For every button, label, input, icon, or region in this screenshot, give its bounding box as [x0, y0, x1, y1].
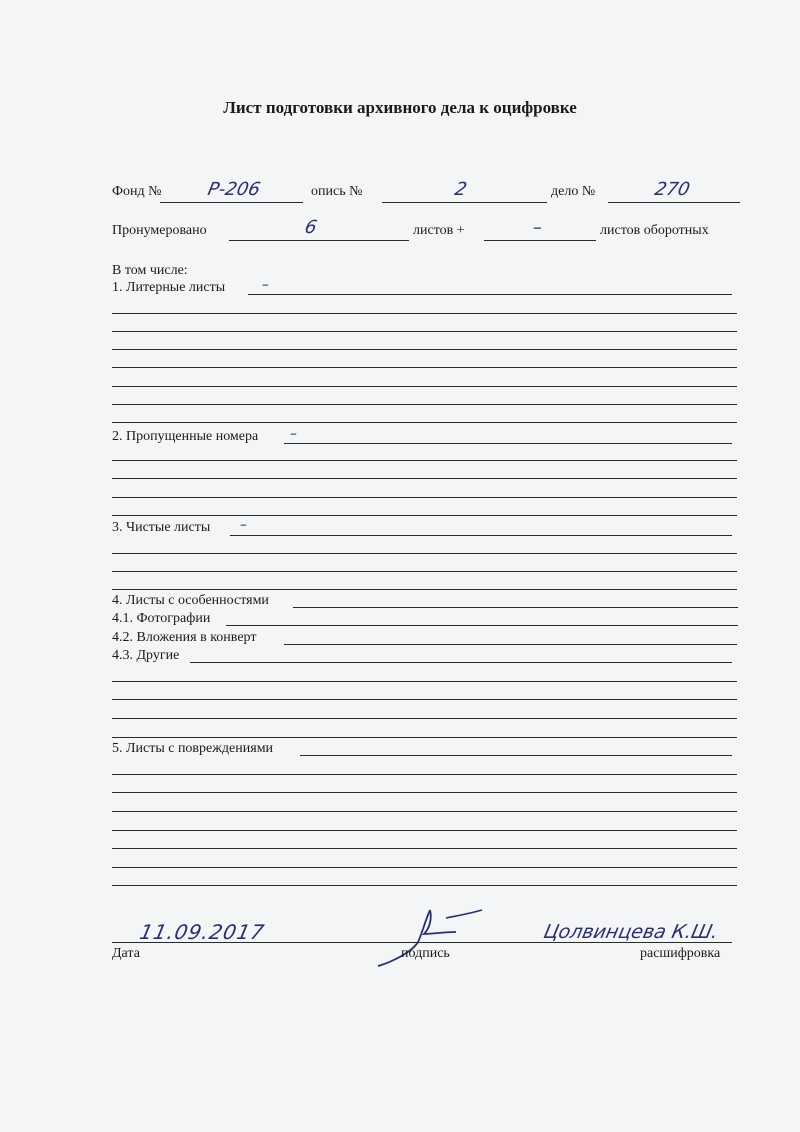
damaged-sheets-line — [300, 755, 732, 756]
delo-line — [608, 202, 740, 203]
blank-line — [112, 811, 737, 812]
opis-line — [382, 202, 547, 203]
blank-line — [112, 571, 737, 572]
damaged-sheets-label: 5. Листы с повреждениями — [112, 741, 274, 756]
blank-line — [112, 718, 737, 719]
fond-value: Р-206 — [205, 179, 263, 200]
other-label: 4.3. Другие — [112, 648, 180, 663]
blank-line — [112, 699, 737, 700]
blank-line — [112, 497, 737, 498]
special-sheets-label: 4. Листы с особенностями — [112, 593, 269, 608]
blank-line — [112, 313, 737, 314]
blank-sheets-line — [230, 535, 732, 536]
missing-numbers-value: – — [288, 426, 299, 442]
blank-line — [112, 867, 737, 868]
blank-line — [112, 885, 737, 886]
blank-line — [112, 589, 737, 590]
blank-line — [112, 422, 737, 423]
blank-line — [112, 848, 737, 849]
sheets-plus-label: листов + — [413, 223, 465, 238]
numbered-label: Пронумеровано — [112, 223, 207, 238]
including-label: В том числе: — [112, 263, 188, 278]
numbered-value: 6 — [302, 217, 319, 238]
blank-sheets-value: – — [238, 517, 249, 533]
special-sheets-line — [293, 607, 738, 608]
opis-value: 2 — [452, 179, 469, 200]
envelope-label: 4.2. Вложения в конверт — [112, 630, 257, 645]
decoding-value: Цолвинцева К.Ш. — [541, 921, 721, 943]
reverse-label: листов оборотных — [600, 223, 709, 238]
blank-line — [112, 737, 737, 738]
blank-line — [112, 478, 737, 479]
opis-label: опись № — [311, 184, 363, 199]
reverse-value: – — [530, 217, 545, 238]
delo-label: дело № — [551, 184, 596, 199]
blank-line — [112, 349, 737, 350]
missing-numbers-line — [284, 443, 732, 444]
date-label: Дата — [112, 946, 140, 961]
photos-label: 4.1. Фотографии — [112, 611, 211, 626]
numbered-line — [229, 240, 409, 241]
fond-label: Фонд № — [112, 184, 162, 199]
blank-line — [112, 792, 737, 793]
blank-line — [112, 553, 737, 554]
signature-label: подпись — [401, 946, 450, 961]
delo-value: 270 — [652, 179, 692, 200]
blank-line — [112, 404, 737, 405]
reverse-line — [484, 240, 596, 241]
envelope-line — [284, 644, 737, 645]
photos-line — [226, 625, 738, 626]
blank-line — [112, 681, 737, 682]
form-title: Лист подготовки архивного дела к оцифровке — [223, 98, 577, 117]
blank-line — [112, 367, 737, 368]
missing-numbers-label: 2. Пропущенные номера — [112, 429, 259, 444]
blank-line — [112, 515, 737, 516]
literal-sheets-label: 1. Литерные листы — [112, 280, 226, 295]
literal-sheets-value: – — [260, 277, 271, 293]
other-line — [190, 662, 732, 663]
blank-line — [112, 830, 737, 831]
blank-line — [112, 460, 737, 461]
literal-sheets-line — [248, 294, 732, 295]
blank-line — [112, 386, 737, 387]
date-value: 11.09.2017 — [137, 920, 268, 944]
blank-line — [112, 774, 737, 775]
blank-sheets-label: 3. Чистые листы — [112, 520, 211, 535]
blank-line — [112, 331, 737, 332]
decoding-label: расшифровка — [640, 946, 721, 961]
fond-line — [160, 202, 303, 203]
